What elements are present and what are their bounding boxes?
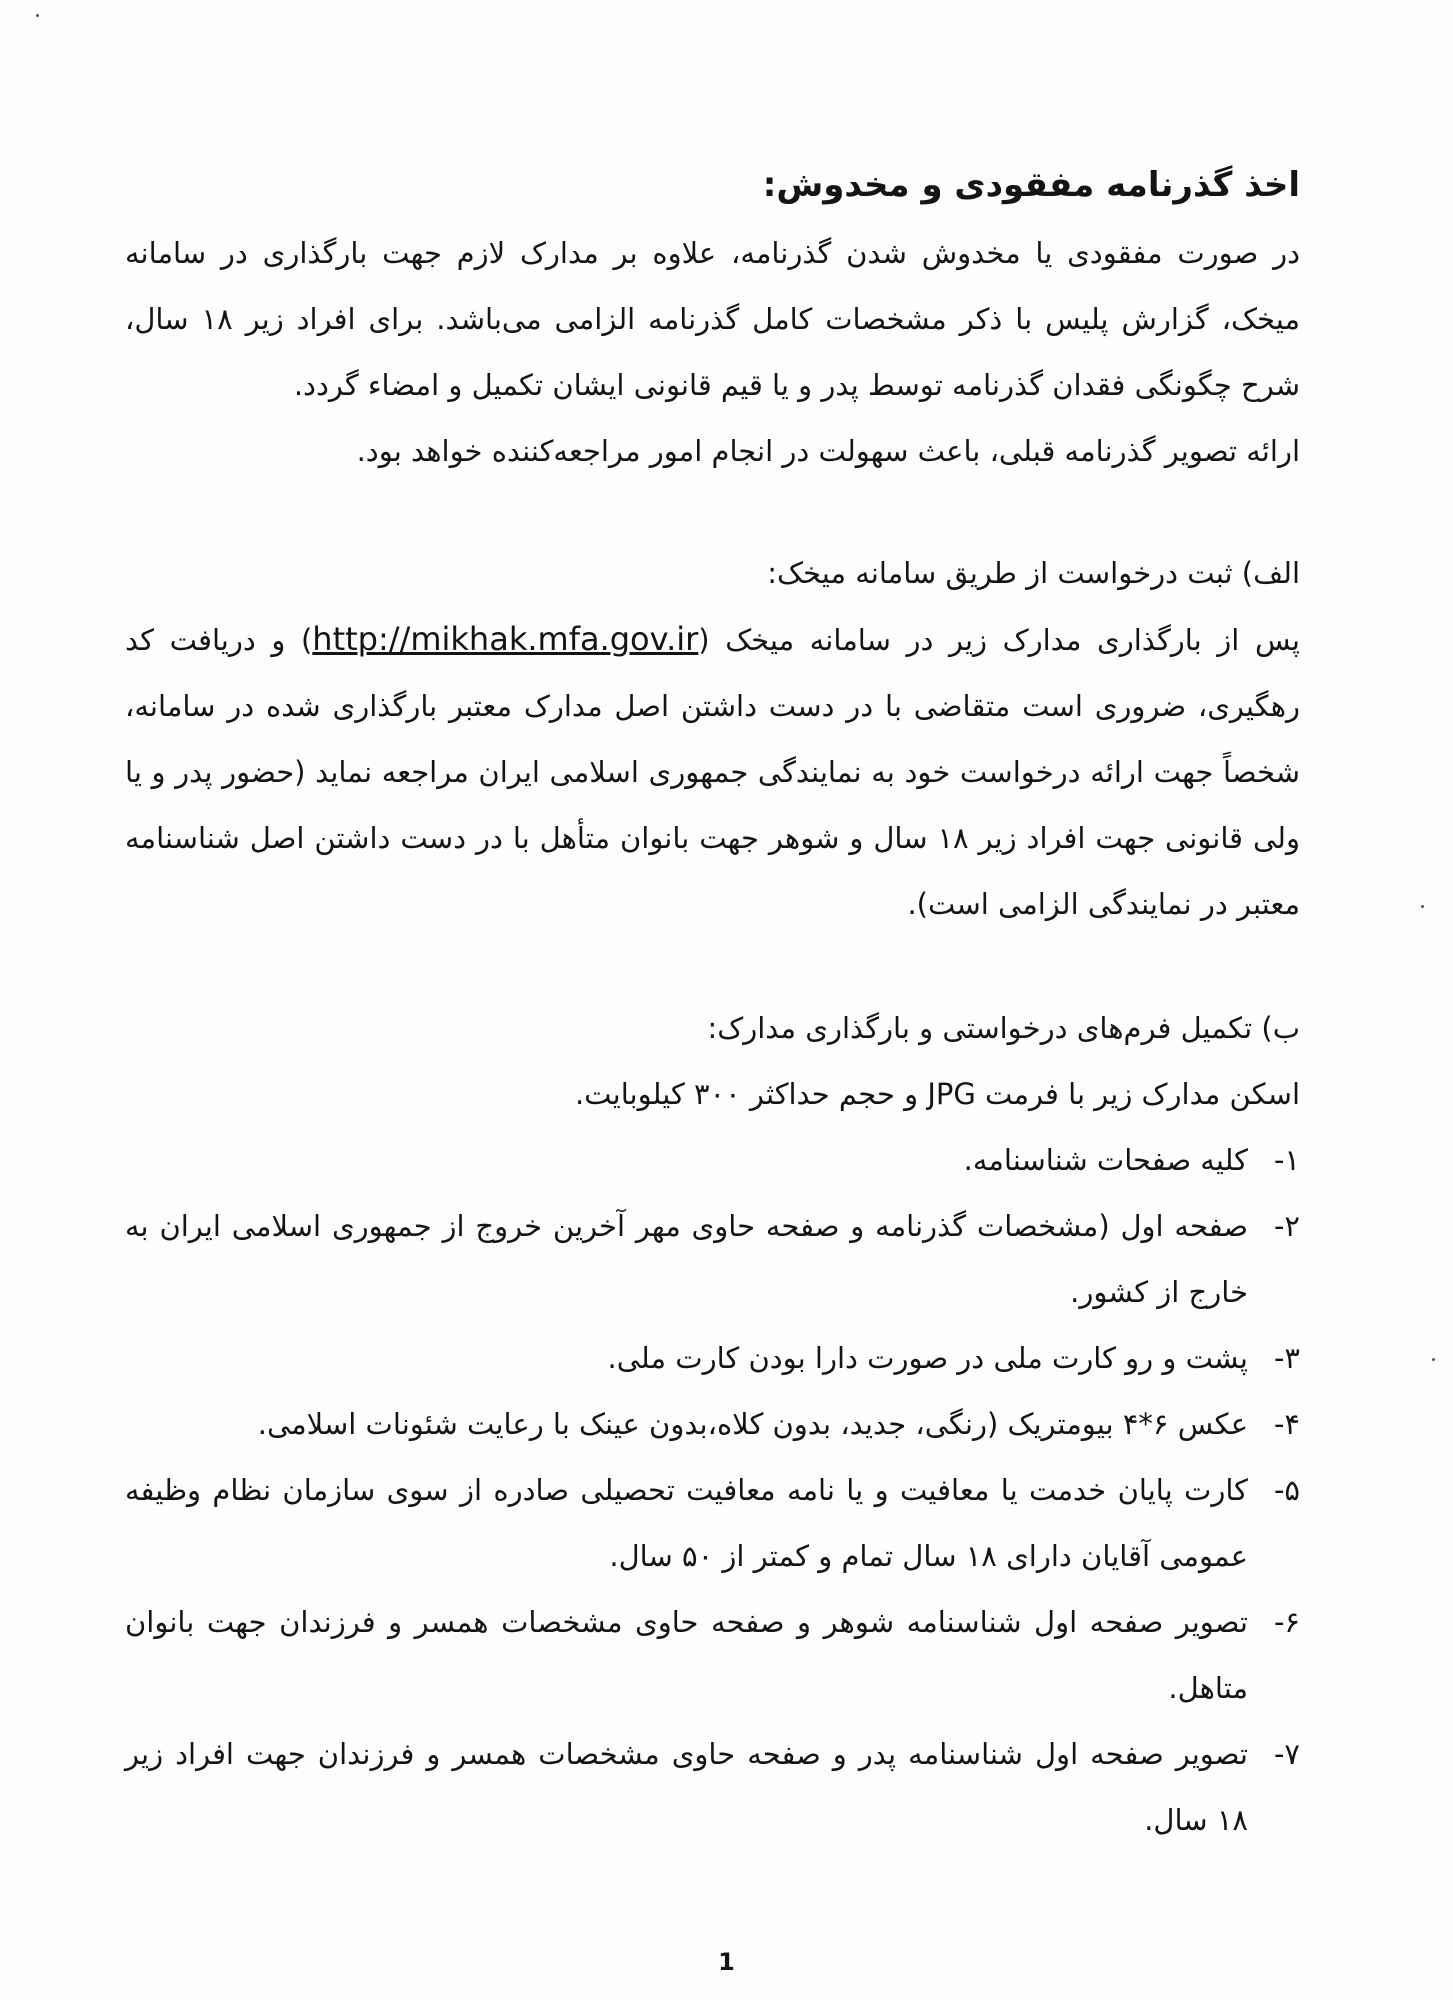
list-item — [125, 1193, 1300, 1325]
list-item-number: ۴- — [1273, 1407, 1300, 1441]
list-item-number: ۱- — [1273, 1143, 1300, 1177]
section-b-subtitle: اسکن مدارک زیر با فرمت JPG و حجم حداکثر ۳۰۰ کیلوبایت. — [574, 1077, 1300, 1111]
list-item — [125, 1721, 1300, 1853]
scan-speck — [1432, 1358, 1435, 1361]
section-a-paragraph — [125, 606, 1300, 937]
list-item — [125, 1127, 1300, 1193]
list-item-text: صفحه اول (مشخصات گذرنامه و صفحه حاوی مهر آخرین خروج از جمهوری اسلامی ایران به خارج از کشور. — [125, 1209, 1248, 1309]
list-item-text: عکس ۶*۴ بیومتریک (رنگی، جدید، بدون کلاه،بدون عینک با رعایت شئونات اسلامی. — [257, 1407, 1248, 1441]
list-item-text: تصویر صفحه اول شناسنامه پدر و صفحه حاوی مشخصات همسر و فرزندان جهت افراد زیر ۱۸ سال. — [125, 1737, 1248, 1837]
section-a-text-before: پس از بارگذاری مدارک زیر در سامانه میخک ( — [698, 623, 1301, 657]
intro-paragraph-2: ارائه تصویر گذرنامه قبلی، باعث سهولت در انجام امور مراجعه‌کننده خواهد بود. — [356, 434, 1300, 468]
list-item — [125, 1325, 1300, 1391]
mikhak-link[interactable]: http://mikhak.mfa.gov.ir — [312, 620, 699, 658]
section-a-title: الف) ثبت درخواست از طریق سامانه میخک: — [767, 556, 1300, 590]
intro-paragraph-1: در صورت مفقودی یا مخدوش شدن گذرنامه، علاوه بر مدارک لازم جهت بارگذاری در سامانه میخک، گزارش پلیس با ذکر مشخصات کامل گذرنامه الزامی می‌باشد. برای افراد زیر ۱۸ سال، شرح چگونگی فقدان گذرنامه توسط پدر و یا قیم قانونی ایشان تکمیل و امضاء گردد. — [125, 236, 1300, 402]
list-item — [125, 1457, 1300, 1589]
list-item-number: ۲- — [1273, 1209, 1300, 1243]
list-item-number: ۷- — [1273, 1737, 1300, 1771]
list-item-number: ۳- — [1273, 1341, 1300, 1375]
documents-list — [125, 1127, 1300, 1853]
list-item-text: تصویر صفحه اول شناسنامه شوهر و صفحه حاوی مشخصات همسر و فرزندان جهت بانوان متاهل. — [125, 1605, 1248, 1705]
section-a-text-after: ) و دریافت کد رهگیری، ضروری است متقاضی با در دست داشتن اصل مدارک معتبر بارگذاری شده در سامانه، شخصاً جهت ارائه درخواست خود به نمایندگی جمهوری اسلامی ایران مراجعه نماید (حضور پدر و یا ولی قانونی جهت افراد زیر ۱۸ سال و شوهر جهت بانوان متأهل با در دست داشتن اصل شناسنامه معتبر در نمایندگی الزامی است). — [125, 623, 1300, 921]
page-number: 1 — [718, 1948, 735, 1976]
spacer — [125, 937, 1300, 995]
list-item — [125, 1589, 1300, 1721]
scan-speck — [36, 14, 39, 17]
section-b-title: ب) تکمیل فرم‌های درخواستی و بارگذاری مدارک: — [707, 1011, 1300, 1045]
list-item — [125, 1391, 1300, 1457]
list-item-text: کلیه صفحات شناسنامه. — [963, 1143, 1248, 1177]
scan-speck — [1421, 905, 1424, 908]
document-body — [125, 150, 1300, 1853]
list-item-number: ۶- — [1273, 1605, 1300, 1639]
list-item-text: کارت پایان خدمت یا معافیت و یا نامه معافیت تحصیلی صادره از سوی سازمان نظام وظیفه عمومی آقایان دارای ۱۸ سال تمام و کمتر از ۵۰ سال. — [125, 1473, 1248, 1573]
spacer — [125, 484, 1300, 540]
list-item-number: ۵- — [1273, 1473, 1300, 1507]
page-heading: اخذ گذرنامه مفقودی و مخدوش: — [762, 165, 1300, 205]
list-item-text: پشت و رو کارت ملی در صورت دارا بودن کارت ملی. — [607, 1341, 1248, 1375]
